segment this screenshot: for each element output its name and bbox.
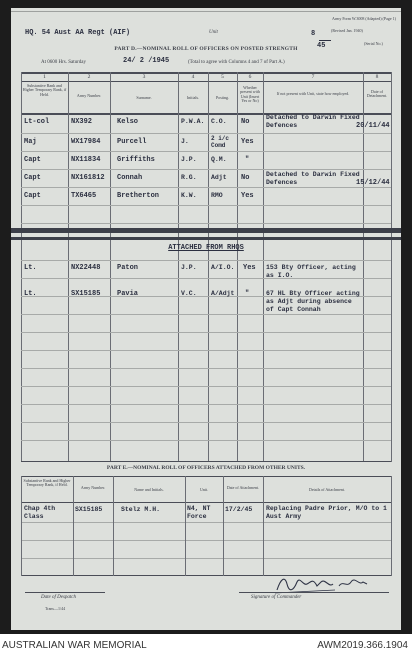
cell-surname: Griffiths: [117, 156, 155, 164]
colhead-posting: Posting.: [215, 95, 229, 100]
colnum-8: 8: [375, 74, 379, 80]
cell-number: SX15185: [71, 290, 101, 298]
table-bottom-rule: [21, 461, 391, 462]
cell-rank: Lt-col: [24, 118, 50, 126]
cell-posting: 2 i/c Comd: [211, 135, 230, 149]
cell-number: NX22448: [71, 264, 101, 272]
e-col-line-1: [73, 476, 74, 576]
cell-number: NX11834: [71, 156, 101, 164]
colnum-7: 7: [311, 74, 315, 80]
dispatch-label: Date of Despatch: [41, 595, 76, 600]
cell-posting: C.O.: [211, 118, 227, 125]
cell-present: No: [241, 174, 250, 182]
page-number-bottom: 45: [317, 42, 326, 50]
cell-rank: Lt.: [24, 264, 37, 272]
section-divider-bottom: [11, 237, 401, 240]
rule: [21, 422, 391, 423]
form-revised: (Revised Jan. 1940): [331, 28, 363, 33]
colnum-6: 6: [248, 74, 252, 80]
unit-label: Unit: [209, 30, 218, 35]
cell-surname: Kelso: [117, 118, 139, 126]
e-colhead-number: Army Number.: [80, 485, 106, 490]
cell-present: Yes: [241, 138, 254, 146]
cell-number: NX392: [71, 118, 93, 126]
print-code: Trans—1/44: [45, 606, 66, 611]
cell-present: No: [241, 118, 250, 126]
cell-present: ": [245, 156, 250, 164]
top-edge-line: [11, 11, 401, 12]
cell-employed: 67 HL Bty Officer acting as Adjt during absence of Capt Connah: [266, 290, 360, 313]
col-line-8: [391, 72, 392, 462]
rule: [21, 223, 391, 224]
cell-posting: A/I.O.: [211, 264, 235, 271]
colhead-date: Date of Detachment.: [366, 89, 388, 99]
rule: [21, 386, 391, 387]
cell-name: Stelz M.H.: [121, 506, 161, 513]
unit-name: HQ. 54 Aust AA Regt (AIF): [25, 29, 131, 37]
cell-initials: V.C.: [181, 290, 197, 297]
e-colhead-name: Name and Initials.: [134, 487, 164, 492]
rule: [21, 404, 391, 405]
cell-initials: J.P.: [181, 156, 197, 163]
rule: [21, 260, 391, 261]
part-e-header-rule: [21, 502, 391, 503]
cell-present: ": [245, 290, 250, 298]
rule: [21, 350, 391, 351]
date-suffix: (Total to agree with Columns 4 and 7 of Part A.): [188, 60, 285, 65]
cell-rank: Capt: [24, 192, 41, 200]
cell-date: 15/12/44: [356, 179, 390, 187]
cell-posting: A/Adjt: [211, 290, 235, 297]
form-name: Army Form W.3008 (Adapted) (Page 1): [332, 16, 396, 21]
cell-initials: R.G.: [181, 174, 197, 181]
colnum-rule: [21, 81, 391, 82]
serial-label: (Serial No.): [364, 41, 383, 46]
colnum-2: 2: [87, 74, 91, 80]
cell-present: Yes: [241, 192, 254, 200]
date-value: 24/ 2 /1945: [123, 57, 170, 65]
cell-present: Yes: [243, 264, 256, 272]
cell-rank: Chap 4th Class: [24, 505, 56, 520]
cell-rank: Lt.: [24, 290, 37, 298]
cell-number: SX15185: [75, 506, 103, 513]
colhead-surname: Surname.: [136, 95, 152, 100]
document-page: [11, 8, 401, 630]
caption-accession: AWM2019.366.1904: [317, 640, 408, 651]
cell-surname: Purcell: [117, 138, 147, 146]
cell-rank: Capt: [24, 174, 41, 182]
rule: [21, 440, 391, 441]
rule: [21, 187, 391, 188]
cell-date: 17/2/45: [225, 506, 253, 513]
caption-source: AUSTRALIAN WAR MEMORIAL: [2, 640, 147, 651]
colhead-initials: Initials.: [186, 95, 200, 100]
cell-details: Replacing Padre Prior, M/O to 1 Aust Army: [266, 505, 387, 520]
page-number-top: 8: [311, 30, 316, 38]
cell-initials: P.W.A.: [181, 118, 205, 125]
rule: [21, 522, 391, 523]
rule: [21, 169, 391, 170]
cell-number: TX6465: [71, 192, 97, 200]
cell-surname: Bretherton: [117, 192, 160, 200]
cell-employed: Detached to Darwin Fixed Defences: [266, 171, 360, 186]
colnum-5: 5: [221, 74, 224, 80]
e-col-line-4: [223, 476, 224, 576]
cell-rank: Maj: [24, 138, 37, 146]
cell-surname: Connah: [117, 174, 143, 182]
colnum-3: 3: [142, 74, 146, 80]
cell-posting: Adjt: [211, 174, 227, 181]
cell-rank: Capt: [24, 156, 41, 164]
cell-surname: Pavia: [117, 290, 139, 298]
part-e-top-rule: [21, 476, 391, 477]
cell-posting: RMO: [211, 192, 223, 199]
colnum-1: 1: [43, 74, 46, 80]
rule: [21, 332, 391, 333]
cell-surname: Paton: [117, 264, 139, 272]
colnum-4: 4: [191, 74, 195, 80]
signature-line: [239, 592, 389, 593]
cell-initials: J.P.: [181, 264, 197, 271]
signature-label: Signature of Commander: [251, 595, 302, 600]
cell-initials: J.: [181, 138, 189, 145]
e-colhead-date: Date of Attachment.: [226, 485, 260, 490]
section-divider-top: [11, 228, 401, 233]
date-prefix: At 0600 Hrs. Saturday: [41, 60, 86, 65]
colhead-number: Army Number.: [76, 93, 102, 98]
cell-initials: K.W.: [181, 192, 197, 199]
attached-heading: ATTACHED FROM RHQS: [168, 244, 244, 252]
colhead-rank: Substantive Rank and Higher Temporary Rank, if Held.: [22, 83, 67, 97]
colhead-present: Whether present with Unit (Insert Yes or No): [240, 85, 260, 104]
part-d-title: PART D.—NOMINAL ROLL OF OFFICERS ON POSTED STRENGTH: [114, 46, 298, 52]
e-col-line-6: [391, 476, 392, 576]
e-col-line-0: [21, 476, 22, 576]
e-colhead-rank: Substantive Rank and Higher Temporary Rank, if Held.: [23, 478, 71, 488]
cell-number: WX17984: [71, 138, 101, 146]
e-colhead-unit: Unit.: [199, 487, 209, 492]
rule: [21, 133, 391, 134]
rule: [21, 368, 391, 369]
cell-employed: Detached to Darwin Fixed Defences: [266, 114, 360, 129]
cell-unit: N4, NT Force: [187, 505, 211, 520]
rule: [21, 151, 391, 152]
e-colhead-details: Details of Attachment.: [308, 487, 346, 492]
dispatch-line: [25, 592, 105, 593]
part-e-title: PART E.—NOMINAL ROLL OF OFFICERS ATTACHED FROM OTHER UNITS.: [106, 465, 306, 471]
cell-number: NX161812: [71, 174, 105, 182]
rule: [21, 314, 391, 315]
cell-posting: Q.M.: [211, 156, 227, 163]
rule: [21, 558, 391, 559]
archive-caption: [0, 636, 412, 653]
cell-date: 20/11/44: [356, 122, 390, 130]
colhead-employed: If not present with Unit, state how employed.: [276, 91, 350, 96]
rule: [21, 540, 391, 541]
cell-employed: 153 Bty Officer, acting as I.O.: [266, 264, 356, 279]
rule: [21, 205, 391, 206]
fraction-bar: [319, 40, 331, 41]
